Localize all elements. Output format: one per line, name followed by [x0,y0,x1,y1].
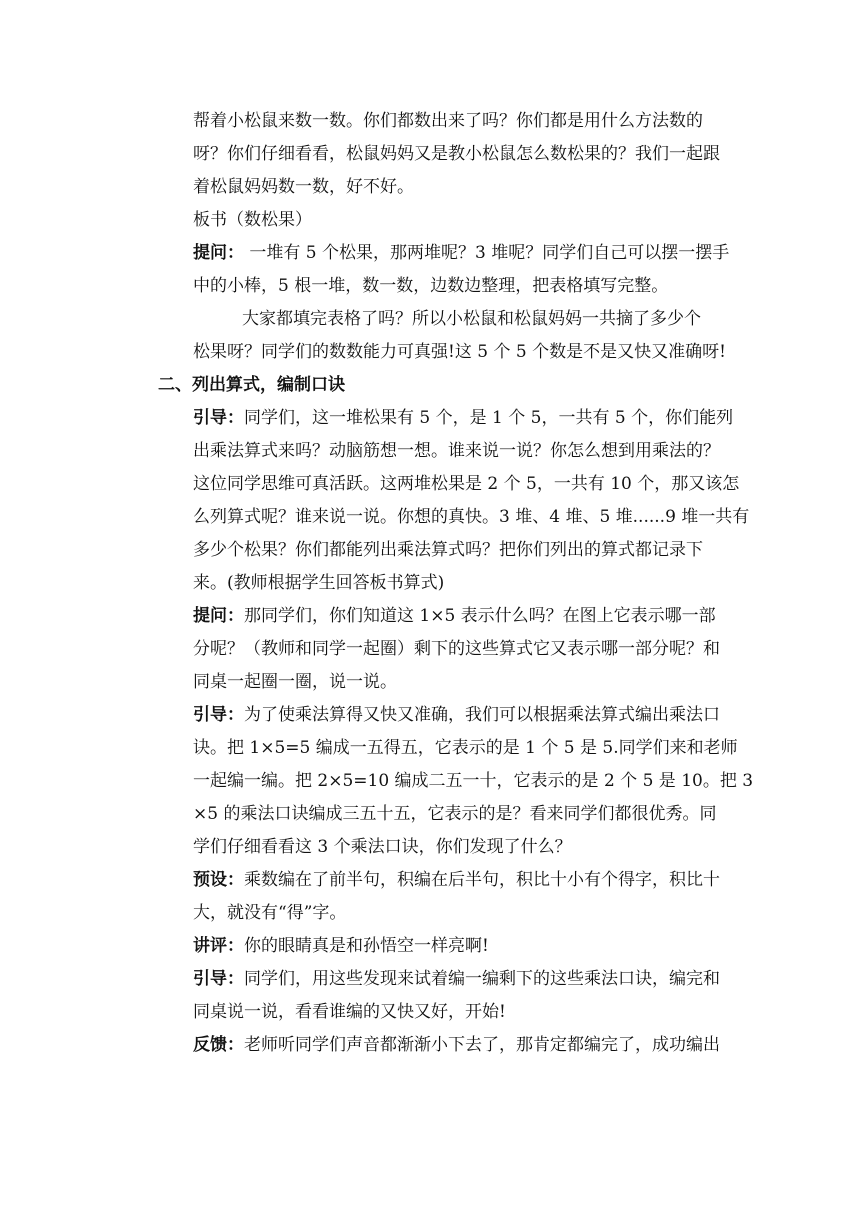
preset-text: 乘数编在了前半句，积编在后半句，积比十小有个得字，积比十 [244,870,720,890]
board-writing: 板书（数松果） [193,210,312,230]
comment-text: 你的眼睛真是和孙悟空一样亮啊! [244,936,489,956]
text-line: 一起编一编。把 2×5=10 编成二五一十，它表示的是 2 个 5 是 10。把 3 [193,771,754,791]
feedback-text: 老师听同学们声音都渐渐小下去了，那肯定都编完了，成功编出 [244,1035,720,1055]
guide-label: 引导： [193,408,244,428]
question-label: 提问： [193,606,244,626]
comment-label: 讲评： [193,936,244,956]
text-line: 么列算式呢？谁来说一说。你想的真快。3 堆、4 堆、5 堆......9 堆一共有 [193,507,750,527]
guide-text: 同学们，这一堆松果有 5 个，是 1 个 5，一共有 5 个，你们能列 [244,408,734,428]
text-line: 来。(教师根据学生回答板书算式) [193,573,445,593]
guide-label: 引导： [193,705,244,725]
text-line: 中的小棒，5 根一堆，数一数，边数边整理，把表格填写完整。 [193,276,669,296]
text-line: 分呢？（教师和同学一起圈）剩下的这些算式它又表示哪一部分呢？和 [193,639,720,659]
text-line: 帮着小松鼠来数一数。你们都数出来了吗？你们都是用什么方法数的 [193,111,703,131]
question-text: 一堆有 5 个松果，那两堆呢？3 堆呢？同学们自己可以摆一摆手 [244,243,730,263]
guide-line [193,966,720,992]
text-line: ×5 的乘法口诀编成三五十五，它表示的是？看来同学们都很优秀。同 [193,804,717,824]
preset-label: 预设： [193,870,244,890]
section-heading [158,372,345,398]
feedback-line [193,1032,720,1058]
section-number: 二、 [158,375,192,395]
text-line: 着松鼠妈妈数一数，好不好。 [193,177,414,197]
comment-line [193,933,489,959]
question-text: 那同学们，你们知道这 1×5 表示什么吗？在图上它表示哪一部 [244,606,716,626]
guide-label: 引导： [193,969,244,989]
guide-text: 同学们，用这些发现来试着编一编剩下的这些乘法口诀，编完和 [244,969,720,989]
text-line: 呀？你们仔细看看，松鼠妈妈又是教小松鼠怎么数松果的？我们一起跟 [193,144,720,164]
guide-line [193,702,720,728]
text-line: 大，就没有“得”字。 [193,903,347,923]
feedback-label: 反馈： [193,1035,244,1055]
question-label: 提问： [193,243,244,263]
preset-line [193,867,720,893]
section-title: 列出算式，编制口诀 [192,375,345,395]
question-line [193,603,716,629]
text-line: 学们仔细看看这 3 个乘法口诀，你们发现了什么？ [193,837,572,857]
text-line: 这位同学思维可真活跃。这两堆松果是 2 个 5，一共有 10 个，那又该怎 [193,474,740,494]
text-line: 松果呀？同学们的数数能力可真强!这 5 个 5 个数是不是又快又准确呀! [193,342,726,362]
guide-text: 为了使乘法算得又快又准确，我们可以根据乘法算式编出乘法口 [244,705,720,725]
guide-line [193,405,733,431]
text-line: 诀。把 1×5=5 编成一五得五，它表示的是 1 个 5 是 5.同学们来和老师 [193,738,738,758]
text-line: 同桌一起圈一圈，说一说。 [193,672,397,692]
text-line: 同桌说一说，看看谁编的又快又好，开始! [193,1002,506,1022]
text-line: 出乘法算式来吗？动脑筋想一想。谁来说一说？你怎么想到用乘法的？ [193,441,720,461]
text-line: 多少个松果？你们都能列出乘法算式吗？把你们列出的算式都记录下 [193,540,703,560]
question-line [193,240,729,266]
text-line: 大家都填完表格了吗？所以小松鼠和松鼠妈妈一共摘了多少个 [242,309,701,329]
